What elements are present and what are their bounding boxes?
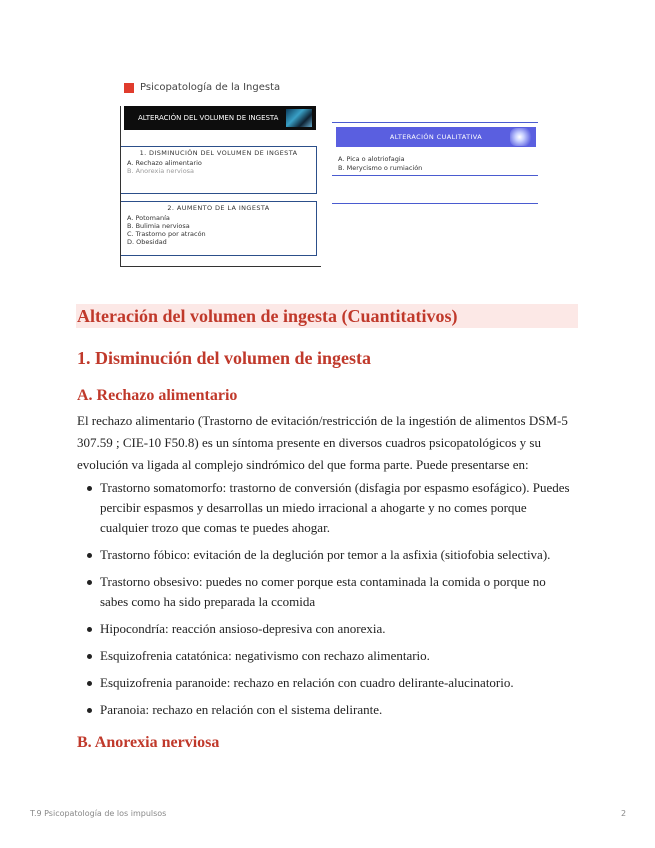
list-item: Esquizofrenia paranoide: rechazo en relación con cuadro delirante-alucinatorio. (77, 673, 577, 693)
list-item: Paranoia: rechazo en relación con el sistema delirante. (77, 700, 577, 720)
box2-item: A. Potomanía (127, 214, 170, 222)
right-list (338, 155, 422, 173)
slide-figure (118, 78, 548, 268)
page-number: 2 (621, 809, 627, 818)
slide-right-panel (332, 122, 538, 204)
list-item: Trastorno obsesivo: puedes no comer porque esta contaminada la comida o porque no sabes como ha sido preparada la ccomida (77, 572, 577, 612)
list-item: Trastorno somatomorfo: trastorno de conversión (disfagia por espasmo esofágico). Puedes percibir espasmos y desarrollas un miedo irracional a ahogarte y no comes porque cualquier trozo que comas te puedes ahogar. (77, 478, 577, 538)
right-banner (336, 127, 536, 147)
left-banner (124, 106, 316, 130)
right-banner-text: ALTERACIÓN CUALITATIVA (389, 133, 483, 141)
bullet-list (77, 478, 577, 727)
list-item: Esquizofrenia catatónica: negativismo con rechazo alimentario. (77, 646, 577, 666)
box2-item: D. Obesidad (127, 238, 167, 246)
section-title: Alteración del volumen de ingesta (Cuantitativos) (77, 306, 458, 326)
footer-title: T.9 Psicopatología de los impulsos (30, 809, 167, 818)
circuit-image-icon (286, 109, 312, 127)
box1-item: B. Anorexia nerviosa (127, 167, 195, 175)
right-divider (332, 175, 538, 176)
slide-header (124, 82, 280, 93)
box1-item: A. Rechazo alimentario (127, 159, 202, 167)
box-aumento (121, 201, 317, 256)
heading-disminucion: 1. Disminución del volumen de ingesta (77, 348, 372, 368)
list-item: Trastorno fóbico: evitación de la deglución por temor a la asfixia (sitiofobia selectiva). (77, 545, 577, 565)
heading-anorexia: B. Anorexia nerviosa (77, 734, 220, 751)
heading-rechazo: A. Rechazo alimentario (77, 387, 238, 404)
box-disminucion (121, 146, 317, 194)
paragraph-rechazo: El rechazo alimentario (Trastorno de evitación/restricción de la ingestión de alimentos DSM-5 307.59 ; CIE-10 F50.8) es un síntoma presente en diversos cuadros psicopatológicos y su evolución va ligada al complejo sindrómico del que forma parte. Puede presentarse en: (77, 413, 568, 472)
box2-item: C. Trastorno por atracón (127, 230, 206, 238)
red-square-icon (124, 83, 134, 93)
left-banner-text: ALTERACIÓN DEL VOLUMEN DE INGESTA (138, 114, 279, 122)
box2-item: B. Bulimia nerviosa (127, 222, 190, 230)
right-item: B. Merycismo o rumiación (338, 164, 423, 172)
molecule-image-icon (510, 128, 534, 146)
box1-title: 1. DISMINUCIÓN DEL VOLUMEN DE INGESTA (139, 149, 298, 157)
right-item: A. Pica o alotriofagia (338, 155, 405, 163)
slide-header-text: Psicopatología de la Ingesta (140, 82, 281, 93)
box2-title: 2. AUMENTO DE LA INGESTA (167, 204, 270, 212)
list-item: Hipocondría: reacción ansioso-depresiva con anorexia. (77, 619, 577, 639)
slide-left-panel (120, 106, 321, 267)
